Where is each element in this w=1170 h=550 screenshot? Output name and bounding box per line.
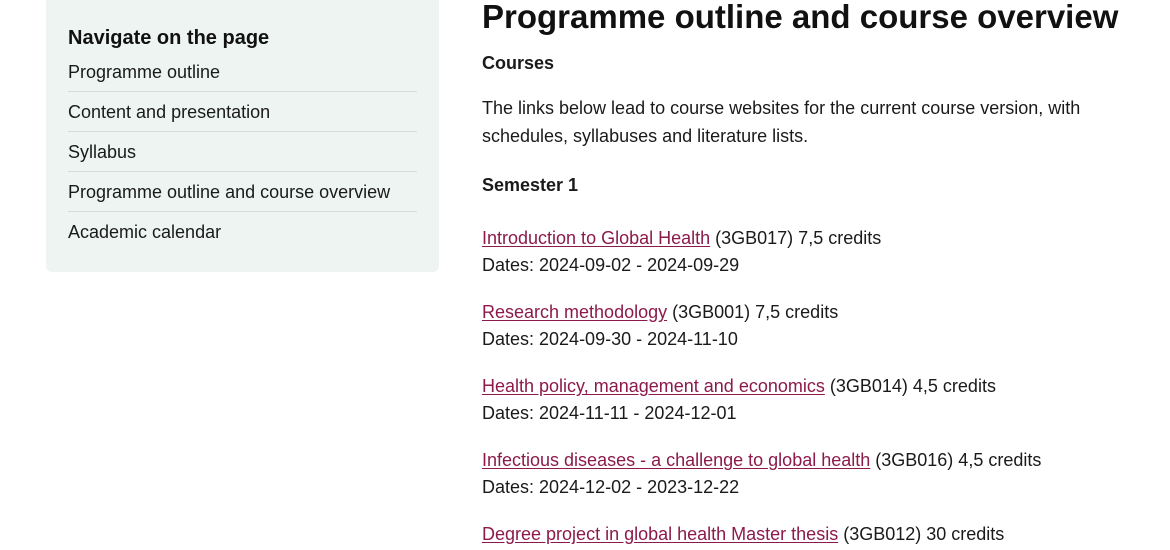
intro-text: The links below lead to course websites for the current course version, with schedules, syllabuses and literature lists. (482, 98, 1081, 146)
course-detail: (3GB001) 7,5 credits (667, 302, 839, 322)
course-list (482, 225, 1170, 548)
course-dates: Dates: 2024-11-11 - 2024-12-01 (482, 403, 737, 423)
course-detail: (3GB017) 7,5 credits (710, 228, 882, 248)
course-link[interactable]: Research methodology (482, 302, 668, 322)
course-link[interactable]: Health policy, management and economics (482, 376, 825, 396)
course-detail: (3GB014) 4,5 credits (824, 376, 996, 396)
semester-title: Semester 1 (482, 175, 579, 195)
course-link[interactable]: Degree project in global health Master thesis (482, 524, 839, 544)
course-link[interactable]: Infectious diseases - a challenge to global health (482, 450, 871, 470)
course-dates: Dates: 2024-09-02 - 2024-09-29 (482, 255, 740, 275)
nav-item-syllabus[interactable]: Syllabus (68, 132, 417, 172)
nav-list (68, 60, 417, 251)
course-item (482, 447, 1170, 501)
nav-item-course-overview[interactable]: Programme outline and course overview (68, 172, 417, 212)
page-title: Programme outline and course overview (482, 0, 1119, 35)
section-title-courses: Courses (482, 53, 555, 73)
course-dates: Dates: 2024-12-02 - 2023-12-22 (482, 477, 740, 497)
nav-title: Navigate on the page (68, 27, 270, 49)
nav-item-academic-calendar[interactable]: Academic calendar (68, 222, 222, 242)
course-item (482, 299, 1170, 353)
course-link[interactable]: Introduction to Global Health (482, 228, 711, 248)
main-content (482, 0, 1170, 550)
page-navigation (46, 0, 439, 272)
course-detail: (3GB012) 30 credits (838, 524, 1005, 544)
course-dates: Dates: 2024-09-30 - 2024-11-10 (482, 329, 738, 349)
course-item (482, 373, 1170, 427)
course-item (482, 225, 1170, 279)
course-detail: (3GB016) 4,5 credits (870, 450, 1042, 470)
nav-item-programme-outline[interactable]: Programme outline (68, 60, 417, 92)
nav-item-content-and-presentation[interactable]: Content and presentation (68, 92, 417, 132)
course-item (482, 521, 1170, 548)
